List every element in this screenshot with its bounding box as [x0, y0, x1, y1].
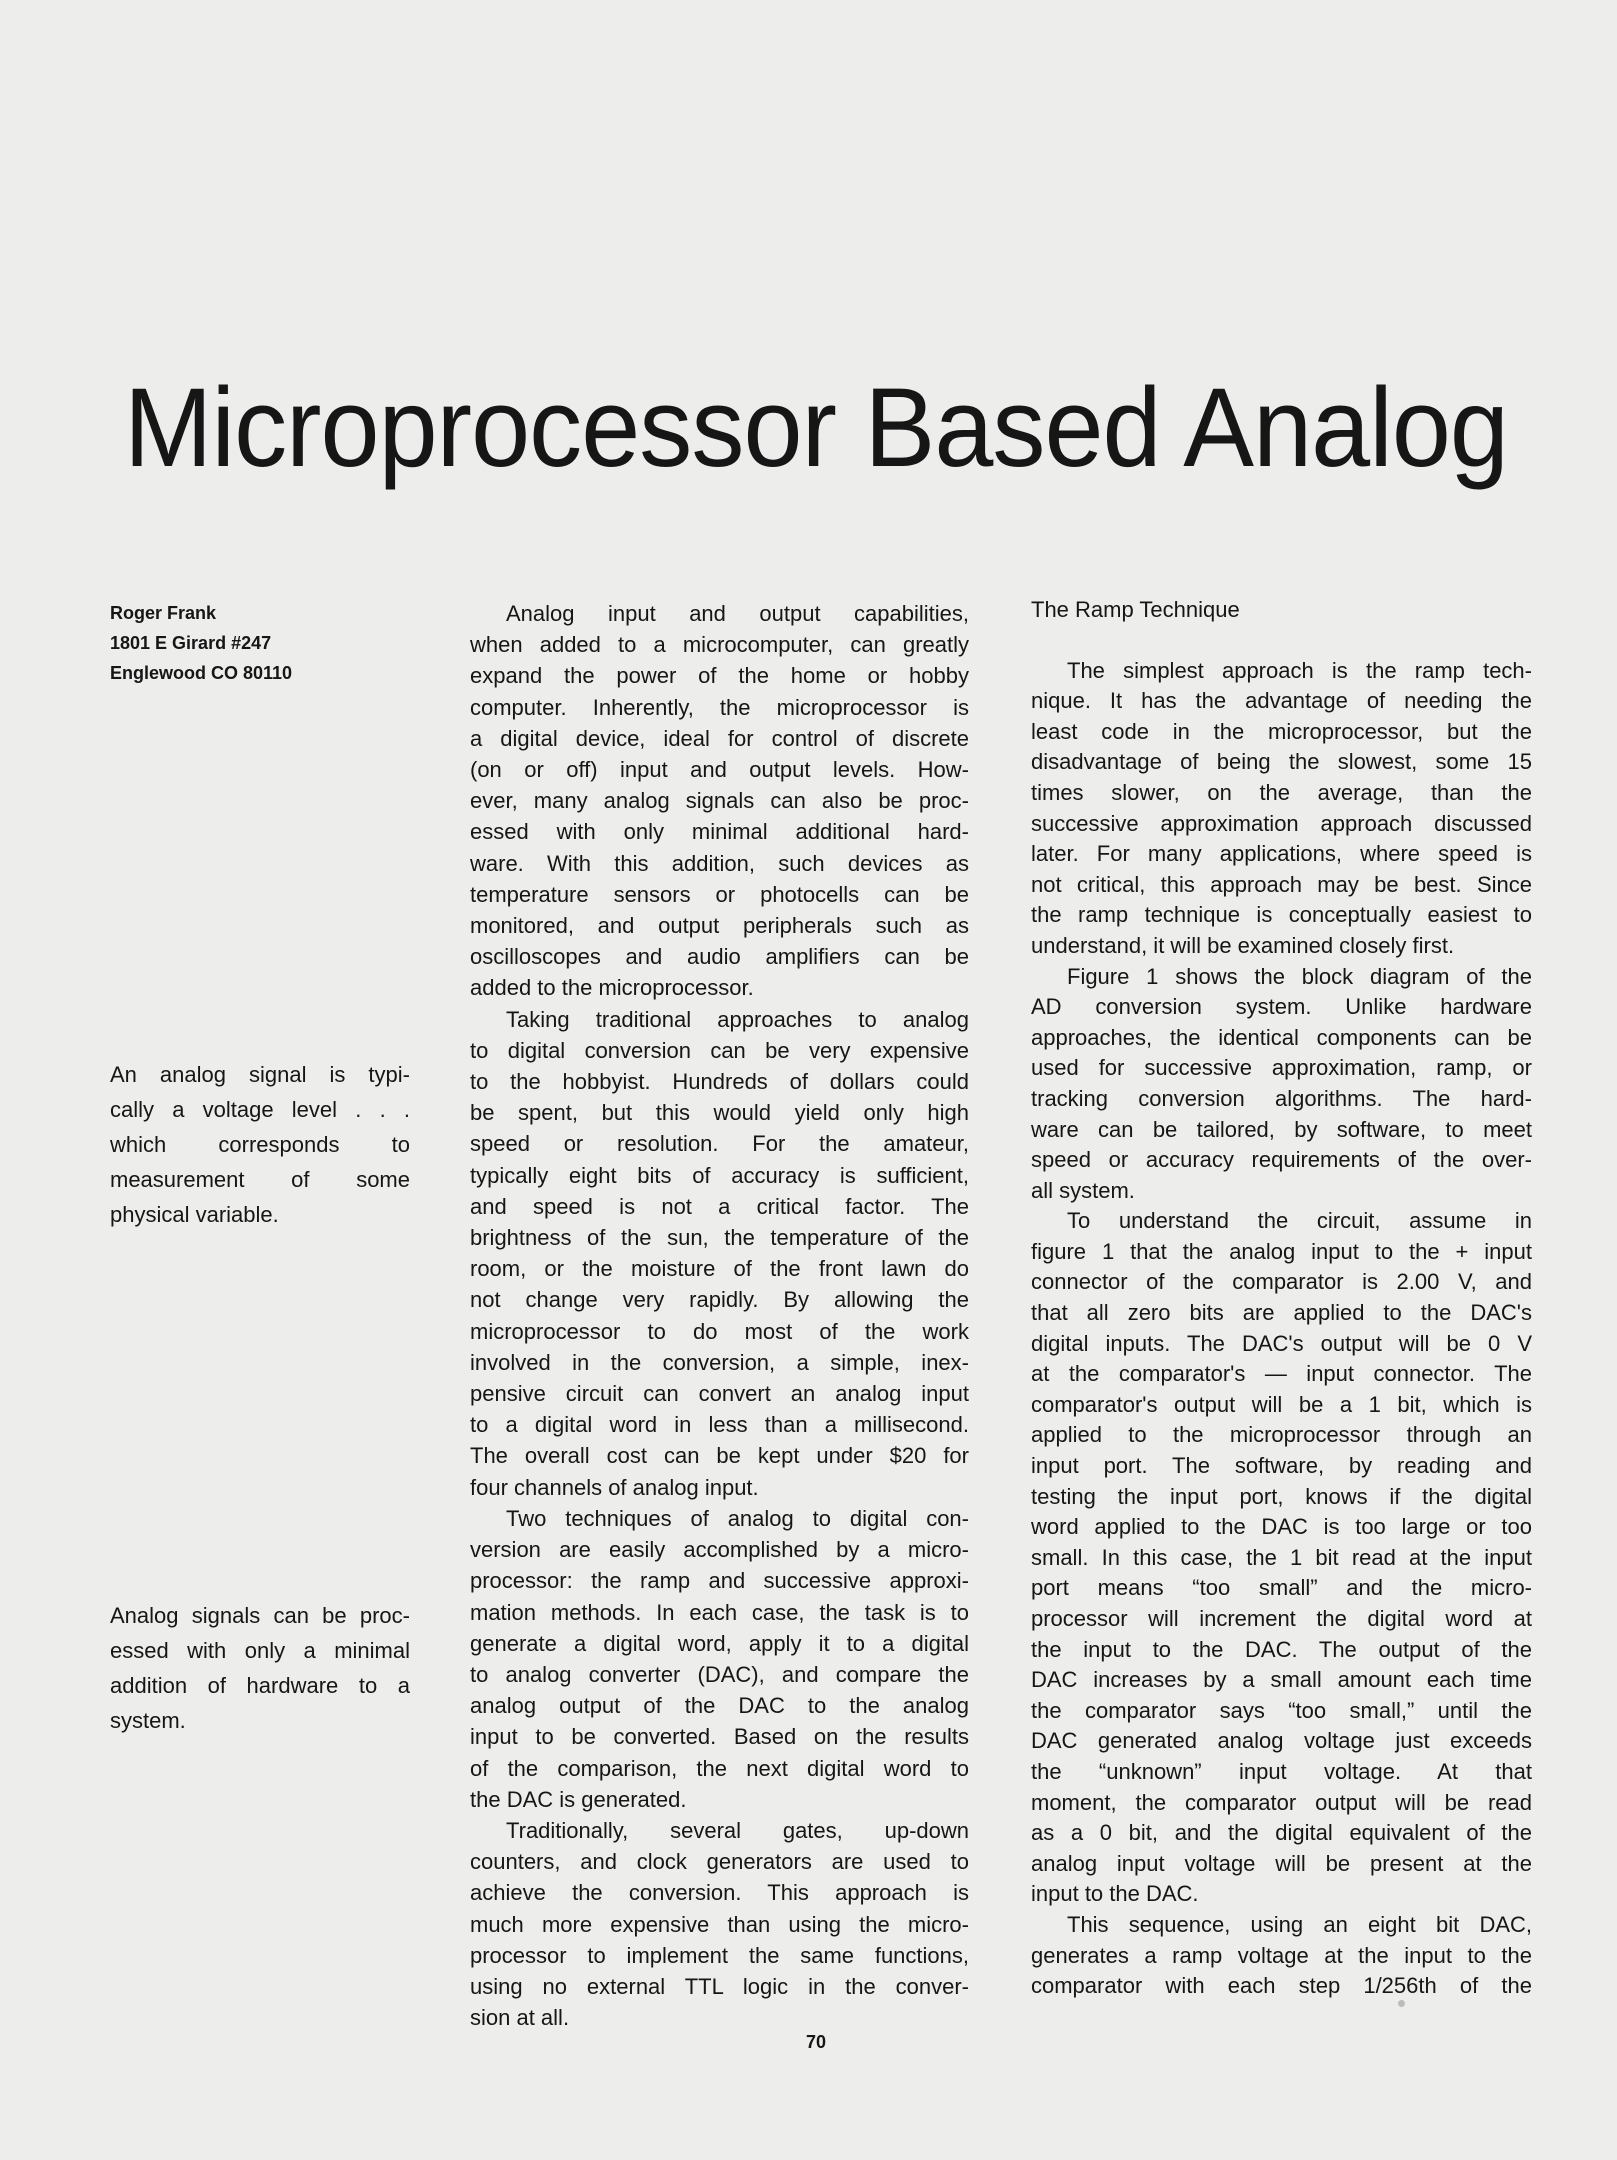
text-line: to analog converter (DAC), and compare the — [470, 1661, 969, 1687]
article-title: Microprocessor Based Analog — [124, 365, 1508, 491]
pull-quote-2 — [110, 1598, 410, 1738]
text-line: and speed is not a critical factor. The — [470, 1193, 969, 1219]
text-line: Figure 1 shows the block diagram of the — [1067, 963, 1532, 989]
text-line: word applied to the DAC is too large or too — [1031, 1514, 1532, 1540]
text-line: essed with only minimal additional hard- — [470, 819, 969, 845]
paragraph — [1031, 962, 1532, 1207]
text-line: brightness of the sun, the temperature of the — [470, 1225, 969, 1251]
text-line: approaches, the identical components can be — [1031, 1024, 1532, 1050]
print-speck — [1398, 2000, 1405, 2007]
text-line: the “unknown” input voltage. At that — [1031, 1758, 1532, 1784]
text-line: oscilloscopes and audio amplifiers can be — [470, 944, 969, 970]
text-line: The overall cost can be kept under $20 for — [470, 1443, 969, 1469]
pull-quote-line: Analog signals can be proc- — [110, 1603, 410, 1628]
text-line: monitored, and output peripherals such as — [470, 913, 969, 939]
text-line: to a digital word in less than a millisecond. — [470, 1412, 969, 1438]
text-line: microprocessor to do most of the work — [470, 1318, 969, 1344]
text-line: speed or resolution. For the amateur, — [470, 1131, 969, 1157]
pull-quote-line: An analog signal is typi- — [110, 1062, 410, 1087]
paragraph — [470, 1004, 969, 1503]
text-line: when added to a microcomputer, can greatly — [470, 632, 969, 658]
paragraph — [1031, 1206, 1532, 1910]
text-line: computer. Inherently, the microprocessor is — [470, 694, 969, 720]
text-line: applied to the microprocessor through an — [1031, 1422, 1532, 1448]
paragraph — [470, 598, 969, 1004]
text-line: (on or off) input and output levels. How- — [470, 757, 969, 783]
pull-quote-line: physical variable. — [110, 1202, 279, 1227]
text-line: connector of the comparator is 2.00 V, and — [1031, 1269, 1532, 1295]
text-line: added to the microprocessor. — [470, 975, 754, 1001]
text-line: as a 0 bit, and the digital equivalent of the — [1031, 1820, 1532, 1846]
pull-quote-line: system. — [110, 1708, 186, 1733]
text-line: the DAC is generated. — [470, 1786, 687, 1812]
text-line: input to be converted. Based on the results — [470, 1724, 969, 1750]
text-line: testing the input port, knows if the digital — [1031, 1483, 1532, 1509]
paragraph — [1031, 656, 1532, 962]
text-line: temperature sensors or photocells can be — [470, 881, 969, 907]
text-line: later. For many applications, where speed is — [1031, 841, 1532, 867]
author-address-street: 1801 E Girard #247 — [110, 633, 272, 653]
text-line: mation methods. In each case, the task is to — [470, 1599, 969, 1625]
page-number: 70 — [806, 2032, 827, 2052]
text-line: ware. With this addition, such devices as — [470, 850, 969, 876]
text-line: much more expensive than using the micro- — [470, 1911, 969, 1937]
text-line: Traditionally, several gates, up-down — [506, 1817, 969, 1843]
text-line: speed or accuracy requirements of the over- — [1031, 1147, 1532, 1173]
text-line: generates a ramp voltage at the input to the — [1031, 1942, 1532, 1968]
text-line: processor: the ramp and successive approxi- — [470, 1568, 969, 1594]
text-line: expand the power of the home or hobby — [470, 663, 969, 689]
text-line: comparator's output will be a 1 bit, which is — [1031, 1391, 1532, 1417]
author-address-city: Englewood CO 80110 — [110, 663, 293, 683]
text-line: Two techniques of analog to digital con- — [506, 1505, 969, 1531]
text-line: moment, the comparator output will be read — [1031, 1789, 1532, 1815]
text-line: input port. The software, by reading and — [1031, 1453, 1532, 1479]
text-line: Taking traditional approaches to analog — [506, 1006, 969, 1032]
text-line: the input to the DAC. The output of the — [1031, 1636, 1532, 1662]
text-line: tracking conversion algorithms. The hard- — [1031, 1085, 1532, 1111]
text-line: input to the DAC. — [1031, 1881, 1199, 1907]
author-name: Roger Frank — [110, 603, 217, 623]
text-line: DAC increases by a small amount each time — [1031, 1667, 1532, 1693]
section-heading: The Ramp Technique — [1031, 597, 1240, 622]
text-line: DAC generated analog voltage just exceeds — [1031, 1728, 1532, 1754]
text-line: analog output of the DAC to the analog — [470, 1693, 969, 1719]
text-line: to digital conversion can be very expensive — [470, 1037, 969, 1063]
text-line: processor to implement the same functions, — [470, 1942, 969, 1968]
pull-quote-line: cally a voltage level . . . — [110, 1097, 410, 1122]
text-line: of the comparison, the next digital word to — [470, 1755, 969, 1781]
text-line: Analog input and output capabilities, — [506, 601, 969, 626]
text-line: comparator with each step 1/256th of the — [1031, 1973, 1532, 1999]
text-line: room, or the moisture of the front lawn do — [470, 1256, 969, 1282]
text-line: successive approximation approach discussed — [1031, 810, 1532, 836]
text-line: digital inputs. The DAC's output will be 0 V — [1031, 1330, 1532, 1356]
text-line: analog input voltage will be present at the — [1031, 1850, 1532, 1876]
body-column-right — [1031, 595, 1532, 2002]
text-line: least code in the microprocessor, but the — [1031, 718, 1532, 744]
pull-quote-line: measurement of some — [110, 1167, 410, 1192]
text-line: using no external TTL logic in the conver- — [470, 1973, 969, 1999]
pull-quote-line: essed with only a minimal — [110, 1638, 410, 1663]
text-line: to the hobbyist. Hundreds of dollars could — [470, 1069, 969, 1095]
text-line: the ramp technique is conceptually easiest to — [1031, 902, 1532, 928]
text-line: not critical, this approach may be best. Since — [1031, 871, 1532, 897]
text-line: This sequence, using an eight bit DAC, — [1067, 1911, 1532, 1937]
text-line: the comparator says “too small,” until the — [1031, 1697, 1532, 1723]
text-line: version are easily accomplished by a micro- — [470, 1537, 969, 1563]
text-line: involved in the conversion, a simple, inex- — [470, 1349, 969, 1375]
text-line: a digital device, ideal for control of discrete — [470, 725, 969, 751]
body-column-middle — [470, 598, 969, 2033]
text-line: four channels of analog input. — [470, 1474, 759, 1500]
text-line: not change very rapidly. By allowing the — [470, 1287, 969, 1313]
pull-quote-1 — [110, 1057, 410, 1232]
text-line: disadvantage of being the slowest, some 15 — [1031, 749, 1532, 775]
text-line: that all zero bits are applied to the DAC's — [1031, 1300, 1532, 1326]
text-line: ware can be tailored, by software, to meet — [1031, 1116, 1532, 1142]
text-line: achieve the conversion. This approach is — [470, 1880, 969, 1906]
text-line: processor will increment the digital word at — [1031, 1606, 1532, 1631]
text-line: small. In this case, the 1 bit read at the input — [1031, 1544, 1532, 1570]
text-line: nique. It has the advantage of needing the — [1031, 688, 1532, 714]
text-line: be spent, but this would yield only high — [470, 1100, 969, 1126]
pull-quote-line: which corresponds to — [110, 1132, 410, 1157]
text-line: typically eight bits of accuracy is sufficient, — [470, 1162, 969, 1188]
text-line: AD conversion system. Unlike hardware — [1031, 994, 1532, 1020]
text-line: counters, and clock generators are used to — [470, 1849, 969, 1875]
paragraph — [1031, 1910, 1532, 2002]
text-line: all system. — [1031, 1177, 1135, 1203]
text-line: The simplest approach is the ramp tech- — [1067, 657, 1532, 683]
text-line: times slower, on the average, than the — [1031, 779, 1532, 805]
text-line: figure 1 that the analog input to the + input — [1031, 1238, 1532, 1264]
text-line: ever, many analog signals can also be proc- — [470, 788, 969, 814]
text-line: sion at all. — [470, 2005, 570, 2031]
text-line: understand, it will be examined closely first. — [1031, 932, 1455, 958]
paragraph — [470, 1503, 969, 1815]
text-line: To understand the circuit, assume in — [1067, 1208, 1532, 1234]
paragraph — [470, 1815, 969, 2033]
text-line: generate a digital word, apply it to a digital — [470, 1630, 969, 1656]
text-line: at the comparator's — input connector. The — [1031, 1361, 1532, 1387]
text-line: used for successive approximation, ramp, or — [1031, 1055, 1532, 1081]
text-line: pensive circuit can convert an analog input — [470, 1381, 969, 1407]
text-line: port means “too small” and the micro- — [1031, 1575, 1532, 1601]
author-block — [110, 598, 292, 688]
pull-quote-line: addition of hardware to a — [110, 1673, 410, 1698]
